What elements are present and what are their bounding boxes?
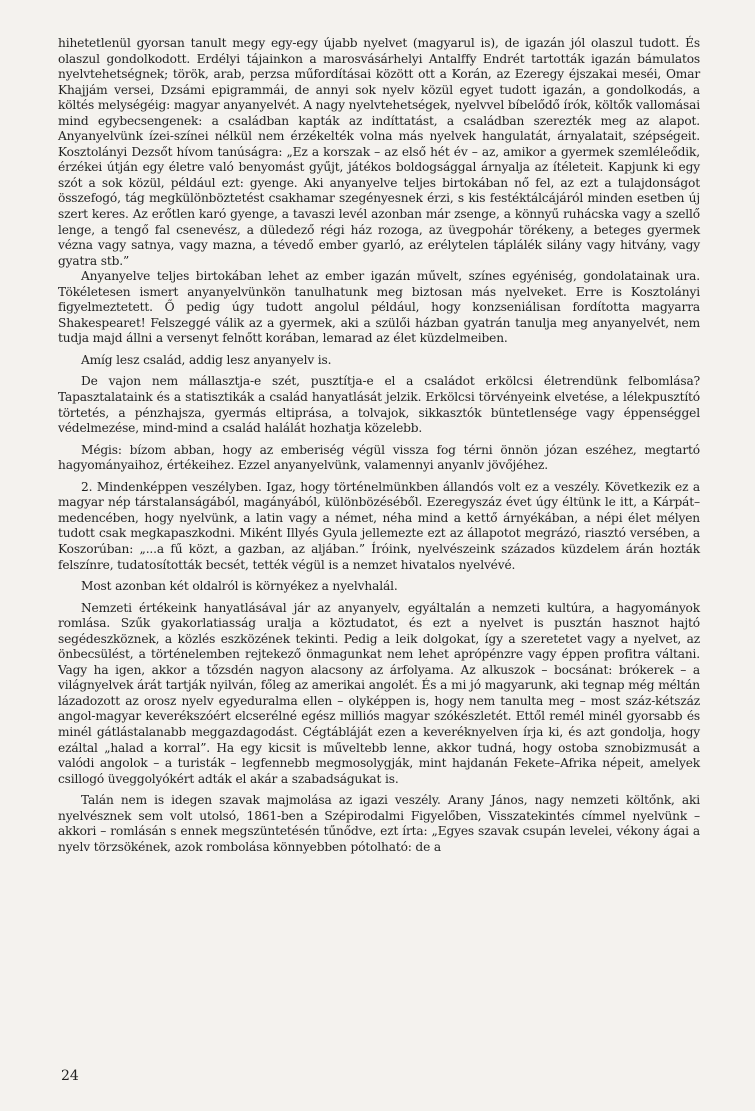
paragraph-3: Amíg lesz család, addig lesz anyanyelv is. — [81, 352, 332, 367]
paragraph-2: Anyanyelve teljes birtokában lehet az ember igazán művelt, színes egyéniség, gondolatainak ura. Tökéletesen ismert anyanyelvünkön tanulhatunk meg biztosan más nyelveket. Erre is Kosztolányi figyelmeztetett. Ő pedig úgy tudott angolul például, hogy konzseniálisan fordította magyarra Shakespearet! Felszeggé válik az a gyermek, aki a szülői házban gyatrán tanulja meg anyanyelvét, nem tudja majd állni a versenyt felnőtt korában, lemarad az élet küzdelmeiben. — [58, 269, 700, 346]
paragraph-5: Mégis: bízom abban, hogy az emberiség végül vissza fog térni önnön józan eszéhez, megtartó hagyományaihoz, értékeihez. Ezzel anyanyelvünk, valamennyi anyanlv jövőjéhez. — [58, 442, 700, 473]
paragraph-6: 2. Mindenképpen veszélyben. Igaz, hogy történelmünkben állandós volt ez a veszély. Következik ez a magyar nép társtalanságából, magányából, különbözéséből. Ezeregyszáz évet úgy éltünk le itt, a Kárpát–medencében, hogy nyelvünk, a latin vagy a német, néha mind a kettő árnyékában, a népi élet mélyen tudott csak megkapaszkodni. Miként Illyés Gyula jellemezte ezt az állapotot megrázó, riasztó versében, a Koszorúban: „...a fű közt, a gazban, az aljában.” Íróink, nyelvészeink százados küzdelem árán hozták felszínre, tudatosították becsét, tették végül is a nemzet hivatalos nyelvévé. — [58, 479, 700, 572]
paragraph-7: Most azonban két oldalról is környékez a nyelvhalál. — [81, 579, 398, 594]
body-text — [58, 36, 700, 855]
paragraph-4: De vajon nem mállasztja-e szét, pusztítja-e el a családot erkölcsi életrendünk felbomlása? Tapasztalataink és a statisztikák a család hanyatlását jelzik. Erkölcsi törvényeink elvetése, a lélekpusztító törtetés, a pénzhajsza, gyermás eltiprása, a tolvajok, sikkasztók büntetlensége vagy éppenséggel védelmezése, mind-mind a család halálát hozhatja közelebb. — [58, 374, 700, 436]
paragraph-9: Talán nem is idegen szavak majmolása az igazi veszély. Arany János, nagy nemzeti költőnk, aki nyelvésznek sem volt utolsó, 1861-ben a Szépirodalmi Figyelőben, Visszatekintés címmel nyelvünk – akkori – romlásán s ennek megszüntetésén tűnődve, ezt írta: „Egyes szavak csupán levelei, vékony ágai a nyelv törzsökének, azok rombolása könnyebben pótolható: de a — [58, 793, 700, 854]
page-number: 24 — [61, 1068, 79, 1084]
paragraph-8: Nemzeti értékeink hanyatlásával jár az anyanyelv, egyáltalán a nemzeti kultúra, a hagyományok romlása. Szűk gyakorlatiasság uralja a köztudatot, és ezt a nyelvet is pusztán hasznot hajtó segédeszköznek, a közlés eszközének tekinti. Pedig a leik dolgokat, így a szeretetet vagy a nyelvet, az önbecsülést, a történelemben rejtekező önmagunkat nem lehet aprópénzre vagy éppen profitra váltani. Vagy ha igen, akkor a tőzsdén nagyon alacsony az árfolyama. Az alkuszok – bocsánat: brókerek – a világnyelvek árát tartják nyilván, főleg az amerikai angolét. És a mi jó magyarunk, aki tegnap még méltán lázadozott az orosz nyelv egyeduralma ellen – olyképpen is, hogy nem tanulta meg – most száz-kétszáz angol-magyar keverékszóért elcserélné egész milliós magyar szókészletét. Ettől remél minél gyorsabb és minél gátlástalanabb meggazdagodást. Cégtábláját ezen a keveréknyelven írja ki, és azt gondolja, hogy ezáltal „halad a korral”. Ha egy kicsit is műveltebb lenne, akkor tudná, hogy ostoba sznobizmusát a valódi angolok – a turisták – legfennebb megmosolygják, mint hajdanán Fekete–Afrika népeit, amelyek csillogó üveggolyókért adták el akár a szabadságukat is. — [58, 600, 700, 786]
paragraph-1: hihetetlenül gyorsan tanult megy egy-egy újabb nyelvet (magyarul is), de igazán jól olaszul tudott. És olaszul gondolkodott. Erdélyi tájainkon a marosvásárhelyi Antalffy Endrét tartották igazán bámulatos nyelvtehetségnek; török, arab, perzsa műfordításai között ott a Korán, az Ezeregy éjszakai meséi, Omar Khajjám versei, Dzsámi epigrammái, de annyi sok nyelv közül egyet tudott igazán, a gondolkodás, a költés melységéig: magyar anyanyelvét. A nagy nyelvtehetségek, nyelvvel bíbelődő írók, költők vallomásai mind egybecsengenek: a családban kapták az indíttatást, a családban szerezték meg az alapot. Anyanyelvünk ízei-színei nélkül nem érzékelték volna más nyelvek hangulatát, árnyalatait, szépségeit. Kosztolányi Dezsőt hívom tanúságra: „Ez a korszak – az első hét év – az, amikor a gyermek szemléleődik, érzékei útján egy életre való benyomást gyűjt, játékos boldogsággal árnyalja az ítéleteit. Kapjunk ki egy szót a sok közül, például ezt: gyenge. Aki anyanyelve teljes birtokában nő fel, az ezt a tulajdonságot összefogó, tág megkülönböztetést csakhamar szegényesnek érzi, s kis festéktálcájáról minden esetben új szert keres. Az erőtlen karó gyenge, a tavaszi levél azonban már zsenge, a könnyű ruhácska vagy a szellő lenge, a tengő fal csenevész, a düledező régi ház rozoga, az üvegpohár törékeny, a beteges gyermek vézna vagy satnya, vagy mazna, a tévedő ember gyarló, az erélytelen táplálék silány vagy hitvány, vagy gyatra stb.” — [58, 36, 700, 268]
